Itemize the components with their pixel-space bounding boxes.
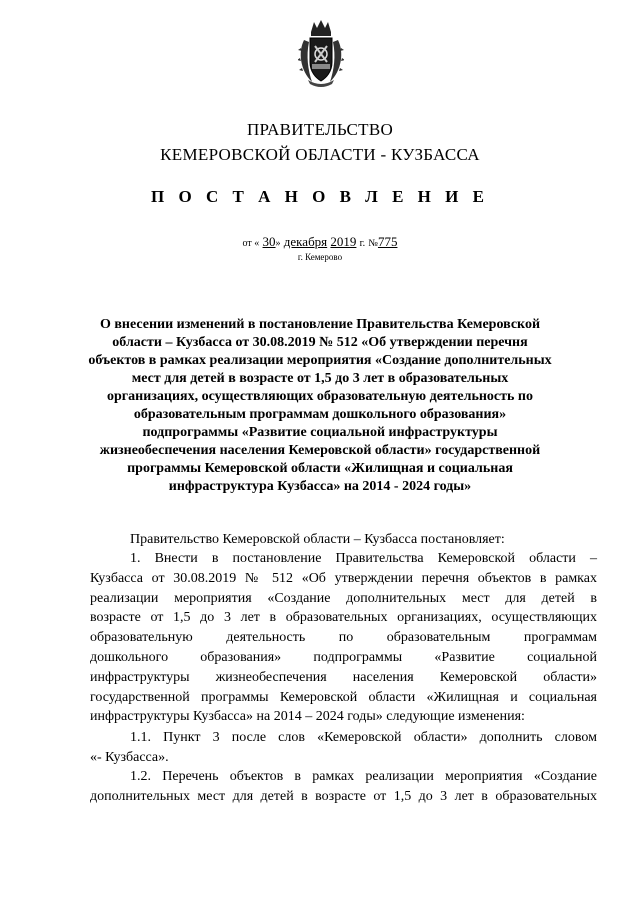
title-line: мест для детей в возрасте от 1,5 до 3 лет в образовательных: [131, 371, 509, 386]
kuzbass-coat-of-arms-icon: [298, 18, 344, 88]
document-type-heading: П О С Т А Н О В Л Е Н И Е: [151, 187, 489, 206]
date-month: декабря: [283, 234, 328, 249]
date-year: 2019: [330, 234, 357, 249]
item-1-2-line: дополнительных мест для детей в возрасте от 1,5 до 3 лет в образовательных: [90, 788, 597, 804]
title-line: инфраструктура Кузбасса» на 2014 - 2024 годы»: [168, 479, 472, 494]
organization-name-line1: ПРАВИТЕЛЬСТВО: [246, 120, 394, 139]
number-prefix: №: [368, 238, 378, 249]
item-1-line: Кузбасса от 30.08.2019 № 512 «Об утверждении перечня объектов в рамках: [90, 570, 597, 586]
item-1-line: инфраструктуры жизнеобеспечения населения Кемеровской области»: [90, 669, 597, 685]
item-1-line: дошкольного образования» подпрограммы «Развитие социальной: [90, 649, 597, 665]
item-1-line: реализации мероприятия «Создание дополнительных мест для детей в: [90, 590, 597, 606]
item-1-line: 1. Внести в постановление Правительства Кемеровской области –: [130, 551, 597, 566]
title-line: объектов в рамках реализации мероприятия «Создание дополнительных: [88, 353, 552, 368]
title-line: подпрограммы «Развитие социальной инфраструктуры: [142, 425, 498, 440]
document-title: [80, 316, 560, 496]
date-year-suffix: г.: [359, 238, 366, 249]
date-day: 30: [262, 234, 276, 249]
resolution-intro: Правительство Кемеровской области – Кузбасса постановляет:: [130, 532, 505, 547]
title-line: области – Кузбасса от 30.08.2019 № 512 «Об утверждении перечня: [112, 335, 528, 350]
organization-name-line2: КЕМЕРОВСКОЙ ОБЛАСТИ - КУЗБАССА: [160, 145, 480, 164]
title-line: образовательным программам дошкольного образования»: [133, 407, 507, 422]
item-1-line: инфраструктуры Кузбасса» на 2014 – 2024 годы» следующие изменения:: [90, 709, 525, 725]
date-prefix: от «: [242, 238, 260, 249]
item-1-line: возрасте от 1,5 до 3 лет в образовательных организациях, осуществляющих: [90, 610, 597, 626]
item-1-2-line: 1.2. Перечень объектов в рамках реализации мероприятия «Создание: [130, 769, 597, 784]
item-1-2-paragraph: [90, 767, 597, 807]
item-1-line: образовательную деятельность по образовательным программам: [90, 630, 597, 646]
item-1-line: государственной программы Кемеровской области «Жилищная и социальная: [90, 689, 597, 705]
document-city: г. Кемерово: [297, 252, 343, 262]
title-line: программы Кемеровской области «Жилищная и социальная: [127, 461, 513, 476]
title-line: организациях, осуществляющих образовательную деятельность по: [107, 389, 533, 404]
title-line: О внесении изменений в постановление Правительства Кемеровской: [99, 317, 541, 332]
title-line: жизнеобеспечения населения Кемеровской области» государственной: [99, 443, 541, 458]
item-1-paragraph: [90, 549, 597, 727]
item-1-1-line: 1.1. Пункт 3 после слов «Кемеровской области» дополнить словом: [130, 730, 597, 745]
document-number: 775: [377, 234, 398, 249]
item-1-1-line: «- Кузбасса».: [90, 749, 169, 765]
date-mid: »: [275, 238, 281, 249]
item-1-1-paragraph: [90, 728, 597, 768]
document-date-number: [0, 234, 640, 250]
